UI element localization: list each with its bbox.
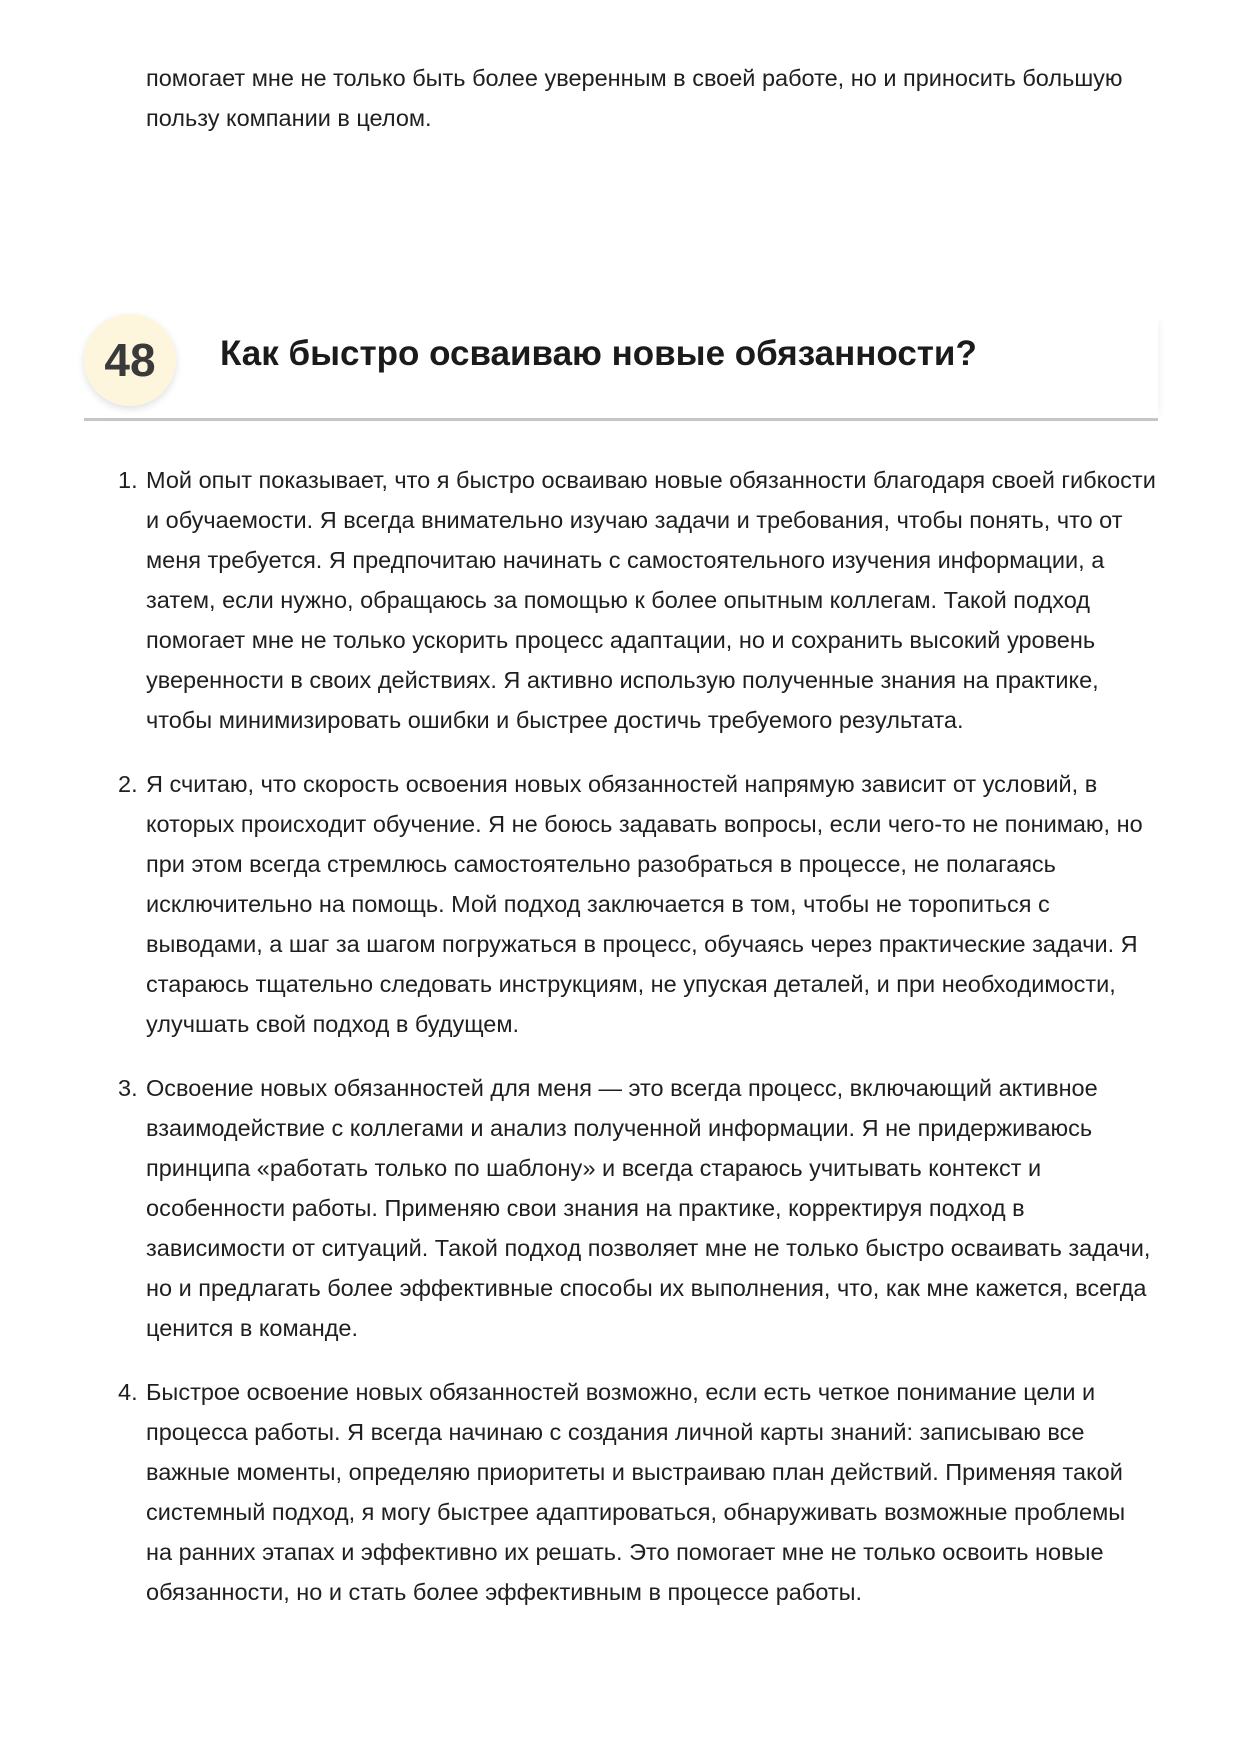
answer-text: Мой опыт показывает, что я быстро осваиваю новые обязанности благодаря своей гибкости и обучаемости. Я всегда внимательно изучаю задачи и требования, чтобы понять, что от меня требуется. Я предпочитаю начинать с самостоятельного изучения информации, а затем, если нужно, обращаюсь за помощью к более опытным коллегам. Такой подход помогает мне не только ускорить процесс адаптации, но и сохранить высокий уровень уверенности в своих действиях. Я активно использую полученные знания на практике, чтобы минимизировать ошибки и быстрее достичь требуемого результата. — [146, 467, 1156, 733]
answer-item — [118, 1372, 1156, 1612]
answer-text: Освоение новых обязанностей для меня — это всегда процесс, включающий активное взаимодействие с коллегами и анализ полученной информации. Я не придерживаюсь принципа «работать только по шаблону» и всегда стараюсь учитывать контекст и особенности работы. Применяю свои знания на практике, корректируя подход в зависимости от ситуаций. Такой подход позволяет мне не только быстро осваивать задачи, но и предлагать более эффективные способы их выполнения, что, как мне кажется, всегда ценится в команде. — [146, 1075, 1151, 1341]
answer-number: 4. — [118, 1379, 138, 1405]
section-title: Как быстро осваиваю новые обязанности? — [220, 334, 977, 373]
answer-item — [118, 460, 1156, 740]
answer-number: 1. — [118, 467, 138, 493]
answer-text: Быстрое освоение новых обязанностей возможно, если есть четкое понимание цели и процесса работы. Я всегда начинаю с создания личной карты знаний: записываю все важные моменты, определяю приоритеты и выстраиваю план действий. Применяя такой системный подход, я могу быстрее адаптироваться, обнаруживать возможные проблемы на ранних этапах и эффективно их решать. Это помогает мне не только освоить новые обязанности, но и стать более эффективным в процессе работы. — [146, 1379, 1126, 1605]
answer-item — [118, 1068, 1156, 1348]
answer-text: Я считаю, что скорость освоения новых обязанностей напрямую зависит от условий, в которых происходит обучение. Я не боюсь задавать вопросы, если чего-то не понимаю, но при этом всегда стремлюсь самостоятельно разобраться в процессе, не полагаясь исключительно на помощь. Мой подход заключается в том, чтобы не торопиться с выводами, а шаг за шагом погружаться в процесс, обучаясь через практические задачи. Я стараюсь тщательно следовать инструкциям, не упуская деталей, и при необходимости, улучшать свой подход в будущем. — [146, 771, 1143, 1037]
answer-number: 2. — [118, 771, 138, 797]
question-number-badge: 48 — [84, 314, 176, 406]
intro-paragraph: помогает мне не только быть более уверенным в своей работе, но и приносить большую пользу компании в целом. — [146, 65, 1123, 131]
answers-list — [118, 460, 1156, 1636]
answer-number: 3. — [118, 1075, 138, 1101]
section-header — [84, 314, 1158, 421]
answer-item — [118, 764, 1156, 1044]
